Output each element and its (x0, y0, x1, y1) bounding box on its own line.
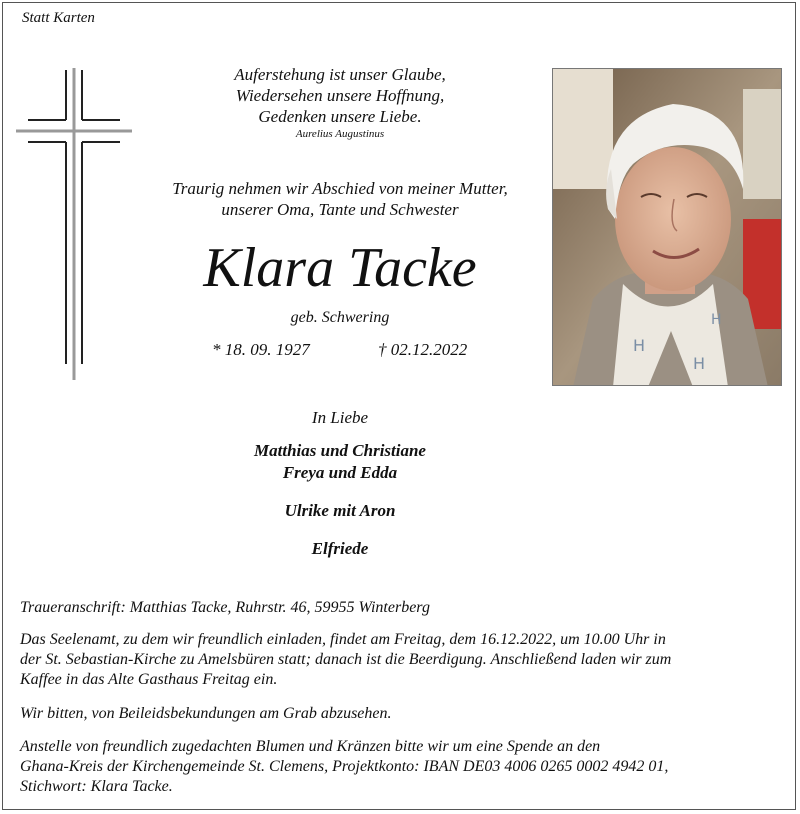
deceased-name: Klara Tacke (203, 237, 477, 299)
maiden-name: geb. Schwering (290, 309, 390, 326)
mourner-group (190, 538, 490, 560)
mourner-group (190, 440, 490, 484)
intro-line: Traurig nehmen wir Abschied von meiner Mutter, (172, 179, 508, 198)
condolence-notice: Wir bitten, von Beileidsbekundungen am Grab abzusehen. (20, 705, 392, 722)
mourner-name: Elfriede (311, 539, 369, 558)
mourner-name: Ulrike mit Aron (284, 501, 396, 520)
quote-line: Auferstehung ist unser Glaube, (234, 65, 446, 84)
service-notice (20, 630, 782, 690)
mourner-name: Matthias und Christiane (254, 441, 426, 460)
donation-line: Anstelle von freundlich zugedachten Blumen und Kränzen bitte wir um eine Spende an den (20, 738, 601, 755)
intro-text (130, 178, 550, 220)
mourner-group (190, 500, 490, 522)
birth-date: * 18. 09. 1927 (212, 340, 310, 359)
svg-text:H: H (711, 312, 722, 328)
service-line: Kaffee in das Alte Gasthaus Freitag ein. (20, 671, 278, 688)
service-line: Das Seelenamt, zu dem wir freundlich einladen, findet am Freitag, dem 16.12.2022, um 10.00 Uhr in (20, 631, 666, 648)
quote-line: Gedenken unsere Liebe. (258, 107, 422, 126)
donation-line: Stichwort: Klara Tacke. (20, 778, 173, 795)
funeral-address: Traueranschrift: Matthias Tacke, Ruhrstr. 46, 59955 Winterberg (20, 599, 430, 616)
bible-quote (170, 64, 510, 141)
svg-text:H: H (633, 336, 646, 355)
quote-author: Aurelius Augustinus (295, 128, 385, 140)
quote-line: Wiedersehen unsere Hoffnung, (235, 86, 445, 105)
service-line: der St. Sebastian-Kirche zu Amelsbüren statt; danach ist die Beerdigung. Anschließend laden wir zum (20, 651, 672, 668)
donation-line: Ghana-Kreis der Kirchengemeinde St. Clemens, Projektkonto: IBAN DE03 4006 0265 0002 4942 01, (20, 758, 669, 775)
portrait-photo (552, 68, 782, 386)
statt-karten-label: Statt Karten (22, 10, 95, 26)
svg-text:H: H (693, 354, 706, 373)
christian-cross-icon (14, 68, 134, 384)
mourners-list (190, 440, 490, 576)
donation-notice (20, 737, 782, 797)
mourner-name: Freya und Edda (282, 463, 398, 482)
in-liebe-label: In Liebe (311, 408, 369, 427)
intro-line: unserer Oma, Tante und Schwester (221, 200, 459, 219)
death-date: † 02.12.2022 (378, 340, 468, 359)
